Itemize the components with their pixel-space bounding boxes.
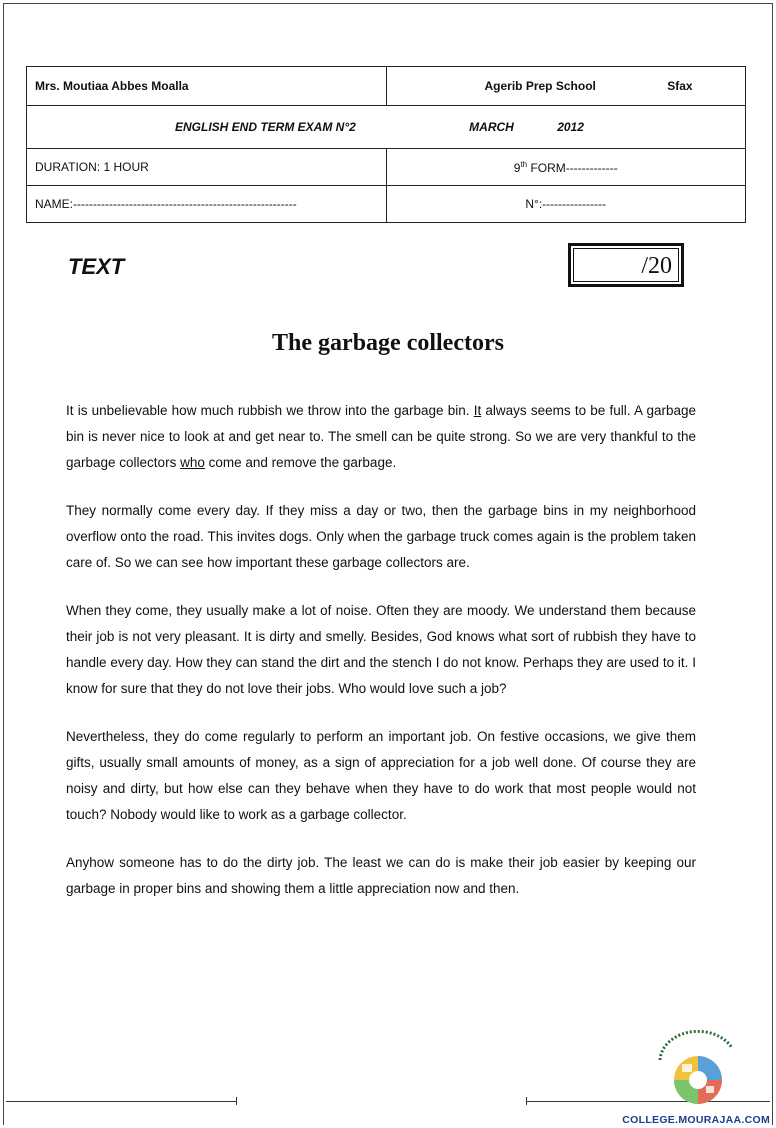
school-logo-icon xyxy=(652,1030,740,1108)
exam-title-row xyxy=(27,106,746,149)
story-body xyxy=(66,398,696,924)
score-value: /20 xyxy=(573,248,679,282)
paragraph-2: They normally come every day. If they miss a day or two, then the garbage bins in my neighborhood overflow onto the road. This invites dogs. Only when the garbage truck comes again is the problem taken care of. So we can see how important these garbage collectors are. xyxy=(66,503,696,570)
score-box xyxy=(568,243,684,287)
underlined-it: It xyxy=(473,403,482,418)
footer-line-left xyxy=(6,1101,236,1102)
paragraph-4: Nevertheless, they do come regularly to perform an important job. On festive occasions, we give them gifts, usually small amounts of money, as a sign of appreciation for a job well done. Of course they are noisy and dirty, but how else can they behave when they have to do work that most people would not touch? Nobody would like to work as a garbage collector. xyxy=(66,729,696,822)
form-label: FORM------------- xyxy=(527,160,618,175)
paragraph-1 xyxy=(66,398,696,476)
p1-part-b: always seems to be full. A garbage bin is never nice to look at and get near to. The smell can be quite strong. So we are very thankful to the garbage collectors xyxy=(66,403,696,470)
school-cell xyxy=(386,67,746,106)
form-suffix: th xyxy=(520,159,528,169)
form-number: 9 xyxy=(513,160,521,175)
underlined-who: who xyxy=(180,455,205,470)
teacher-name: Mrs. Moutiaa Abbes Moalla xyxy=(27,67,387,106)
paragraph-3: When they come, they usually make a lot of noise. Often they are moody. We understand them because their job is not very pleasant. It is dirty and smelly. Besides, God knows what sort of rubbish they have to handle every day. How they can stand the dirt and the stench I do not know. Perhaps they are used to it. I know for sure that they do not love their jobs. Who would love such a job? xyxy=(66,603,696,696)
form-field[interactable] xyxy=(386,149,746,186)
school-city: Sfax xyxy=(667,79,693,93)
p1-part-a: It is unbelievable how much rubbish we throw into the garbage bin. xyxy=(66,403,474,418)
school-name: Agerib Prep School xyxy=(484,79,596,93)
paragraph-5: Anyhow someone has to do the dirty job. The least we can do is make their job easier by keeping our garbage in proper bins and showing them a little appreciation now and then. xyxy=(66,855,696,896)
name-field[interactable]: NAME:-------------------------------------------------------- xyxy=(27,186,387,223)
p1-part-c: come and remove the garbage. xyxy=(204,455,397,470)
footer-tick-left xyxy=(236,1097,237,1105)
exam-title: ENGLISH END TERM EXAM N°2 xyxy=(175,120,356,134)
exam-year: 2012 xyxy=(557,120,584,134)
exam-month: MARCH xyxy=(469,120,514,134)
text-section-label: TEXT xyxy=(68,254,125,279)
site-caption: COLLEGE.MOURAJAA.COM xyxy=(622,1114,770,1126)
number-field[interactable]: N°:---------------- xyxy=(386,186,746,223)
duration: DURATION: 1 HOUR xyxy=(27,149,387,186)
story-title: The garbage collectors xyxy=(272,330,504,356)
exam-header-table xyxy=(26,66,746,223)
